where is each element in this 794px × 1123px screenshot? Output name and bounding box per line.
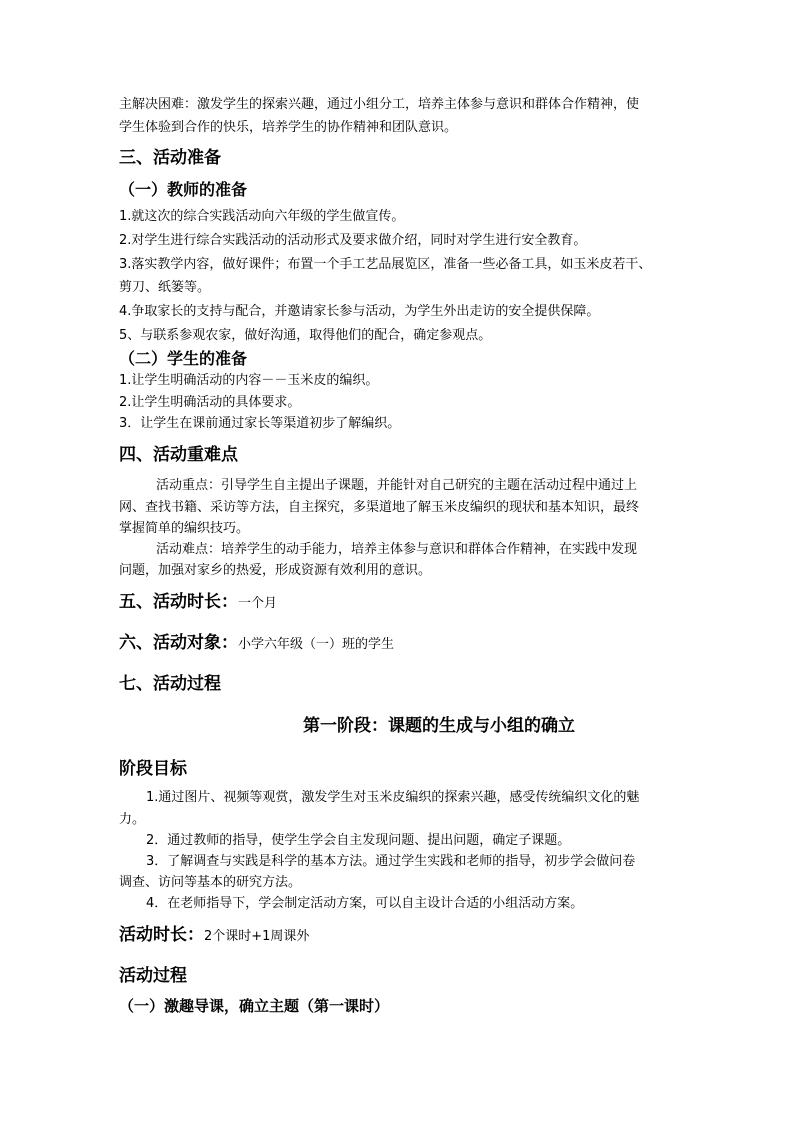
stage-goal-3-cont: 调查、访问等基本的研究方法。 <box>119 875 302 890</box>
student-prep-heading: （二）学生的准备 <box>119 349 248 368</box>
stage-duration-line <box>119 922 679 950</box>
student-prep-item-1: 1.让学生明确活动的内容－－玉米皮的编织。 <box>119 373 379 388</box>
intro-line-1: 主解决困难：激发学生的探索兴趣，通过小组分工，培养主体参与意识和群体合作精神，使 <box>119 97 640 112</box>
key-points-line-2: 网、查找书籍、采访等方法，自主探究，多渠道地了解玉米皮编织的现状和基本知识，最终 <box>119 500 640 515</box>
section-4-heading: 四、活动重难点 <box>119 445 238 465</box>
key-points-line-3: 掌握简单的编织技巧。 <box>119 521 250 536</box>
stage-goal-2: 2．通过教师的指导，使学生学会自主发现问题、提出问题，确定子课题。 <box>146 833 571 848</box>
section-6-value: 小学六年级（一）班的学生 <box>238 637 395 652</box>
teacher-prep-heading: （一）教师的准备 <box>119 180 248 199</box>
section-5-label: 五、活动时长： <box>119 592 238 612</box>
teacher-prep-item-1: 1.就这次的综合实践活动向六年级的学生做宣传。 <box>119 209 405 224</box>
section-5-value: 一个月 <box>238 596 278 611</box>
stage-goal-1: 1.通过图片、视频等观赏，激发学生对玉米皮编织的探索兴趣，感受传统编织文化的魅 <box>146 790 640 805</box>
section-5-line <box>119 589 679 617</box>
section-6-line <box>119 630 679 658</box>
section-6-label: 六、活动对象： <box>119 633 238 653</box>
teacher-prep-item-3: 3.落实教学内容，做好课件；布置一个手工艺品展览区，准备一些必备工具，如玉米皮若干、 <box>119 257 652 272</box>
stage-sub-heading-1: （一）激趣导课，确立主题（第一课时） <box>119 997 390 1015</box>
difficult-points-line-2: 问题，加强对家乡的热爱，形成资源有效利用的意识。 <box>119 563 432 578</box>
stage-1-title: 第一阶段：课题的生成与小组的确立 <box>303 716 575 736</box>
stage-goal-3: 3．了解调查与实践是科学的基本方法。通过学生实践和老师的指导，初步学会做问卷 <box>146 854 636 869</box>
key-points-line-1: 活动重点：引导学生自主提出子课题，并能针对自己研究的主题在活动过程中通过上 <box>156 478 638 493</box>
stage-goal-1-cont: 力。 <box>119 812 146 827</box>
student-prep-item-2: 2.让学生明确活动的具体要求。 <box>119 395 301 410</box>
teacher-prep-item-4: 4.争取家长的支持与配合，并邀请家长参与活动，为学生外出走访的安全提供保障。 <box>119 304 600 319</box>
teacher-prep-item-3-cont: 剪刀、纸篓等。 <box>119 280 211 295</box>
stage-goal-4: 4．在老师指导下，学会制定活动方案，可以自主设计合适的小组活动方案。 <box>146 896 584 911</box>
stage-process-heading: 活动过程 <box>119 966 187 986</box>
teacher-prep-item-2: 2.对学生进行综合实践活动的活动形式及要求做介绍，同时对学生进行安全教育。 <box>119 233 587 248</box>
student-prep-item-3: 3．让学生在课前通过家长等渠道初步了解编织。 <box>119 416 401 431</box>
stage-duration-value: 2个课时+1周课外 <box>204 929 310 944</box>
intro-line-2: 学生体验到合作的快乐，培养学生的协作精神和团队意识。 <box>119 120 458 135</box>
section-3-heading: 三、活动准备 <box>119 148 221 168</box>
stage-duration-label: 活动时长： <box>119 925 204 945</box>
stage-goals-heading: 阶段目标 <box>119 759 187 779</box>
teacher-prep-item-5: 5、与联系参观农家，做好沟通，取得他们的配合，确定参观点。 <box>119 328 492 343</box>
difficult-points-line-1: 活动难点：培养学生的动手能力，培养主体参与意识和群体合作精神，在实践中发现 <box>156 542 638 557</box>
section-7-heading: 七、活动过程 <box>119 674 221 694</box>
